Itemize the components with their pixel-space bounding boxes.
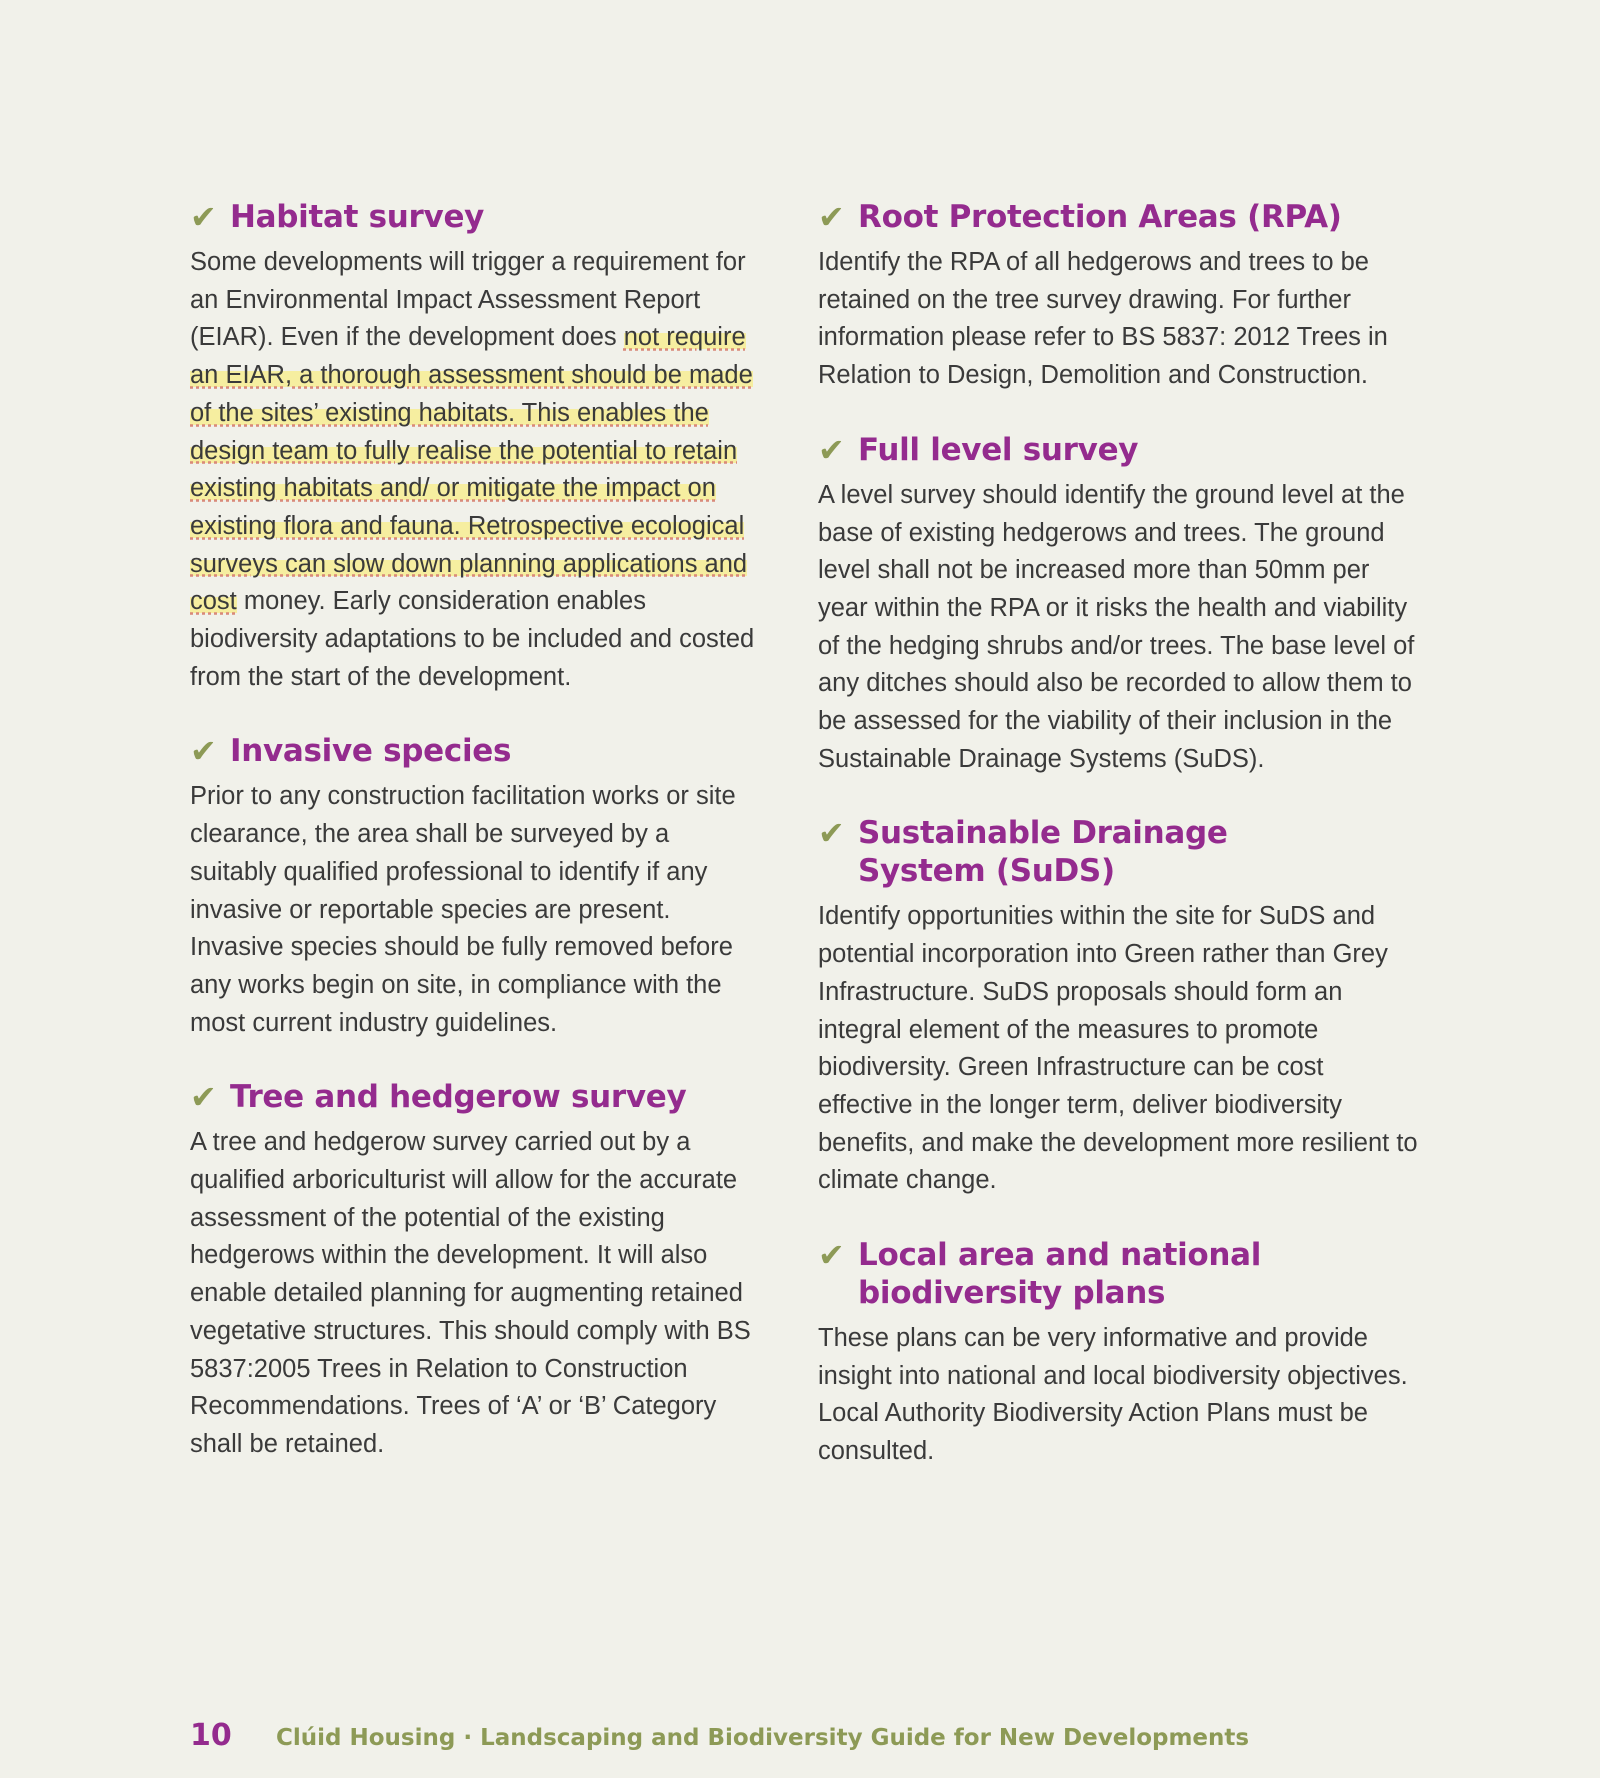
- section-root-protection-areas: [818, 198, 1418, 395]
- check-mark-icon: ✔: [818, 1236, 845, 1275]
- section-tree-hedgerow-survey: [190, 1078, 760, 1463]
- section-body: Identify opportunities within the site for SuDS and potential incorporation into Green rather than Grey Infrastructure. SuDS proposals should form an integral element of the measures to promote biodiversity. Green Infrastructure can be cost effective in the longer term, deliver biodiversity benefits, and make the development more resilient to climate change.: [818, 902, 1418, 1195]
- section-habitat-survey: [190, 198, 760, 696]
- right-column: [818, 198, 1418, 1507]
- check-mark-icon: ✔: [818, 430, 845, 469]
- body-text-segment: money. Early consideration enables biodiversity adaptations to be included and costed from the start of the development.: [190, 587, 755, 691]
- highlighted-text: not require an EIAR, a thorough assessment should be made of the sites’ existing habitats. This enables the design team to fully realise the potential to retain existing habitats and/ or mitigate the impact on existing flora and fauna. Retrospective ecological surveys can slow down planning applications and cost: [190, 323, 753, 616]
- section-body: Identify the RPA of all hedgerows and trees to be retained on the tree survey drawing. For further information please refer to BS 5837: 2012 Trees in Relation to Design, Demolition and Construction.: [818, 248, 1388, 390]
- section-title: Root Protection Areas (RPA): [858, 199, 1342, 235]
- section-body: A level survey should identify the ground level at the base of existing hedgerows and trees. The ground level shall not be increased more than 50mm per year within the RPA or it risks the health and viability of the hedging shrubs and/or trees. The base level of any ditches should also be recorded to allow them to be assessed for the viability of their inclusion in the Sustainable Drainage Systems (SuDS).: [818, 480, 1415, 773]
- section-sustainable-drainage: [818, 814, 1418, 1200]
- section-title: Tree and hedgerow survey: [230, 1079, 687, 1116]
- footer-title: Clúid Housing · Landscaping and Biodiversity Guide for New Developments: [276, 1725, 1250, 1751]
- section-invasive-species: [190, 732, 760, 1042]
- check-mark-icon: ✔: [190, 732, 217, 771]
- body-text-segment: Some developments will trigger a requirement for an Environmental Impact Assessment Report (EIAR). Even if the development does: [190, 248, 746, 352]
- section-heading: [190, 1078, 760, 1116]
- check-mark-icon: ✔: [190, 198, 217, 236]
- section-title: Full level survey: [858, 431, 1139, 468]
- section-biodiversity-plans: [818, 1236, 1418, 1471]
- section-title: Sustainable Drainage System (SuDS): [858, 815, 1228, 890]
- check-mark-icon: ✔: [190, 1078, 217, 1117]
- section-title: Local area and national biodiversity plans: [858, 1237, 1262, 1312]
- section-body: These plans can be very informative and provide insight into national and local biodiversity objectives. Local Authority Biodiversity Action Plans must be consulted.: [818, 1324, 1408, 1466]
- check-mark-icon: ✔: [818, 198, 845, 236]
- section-title: Habitat survey: [230, 199, 485, 235]
- section-heading: [818, 814, 1418, 890]
- section-heading: [818, 198, 1418, 236]
- check-mark-icon: ✔: [818, 814, 845, 853]
- section-heading: [190, 198, 760, 236]
- section-body: [190, 244, 760, 696]
- section-full-level-survey: [818, 431, 1418, 779]
- page-number: 10: [190, 1718, 232, 1753]
- section-body: Prior to any construction facilitation works or site clearance, the area shall be surveyed by a suitably qualified professional to identify if any invasive or reportable species are present. Invasive species should be fully removed before any works begin on site, in compliance with the most current industry guidelines.: [190, 782, 736, 1037]
- section-heading: [818, 1236, 1418, 1312]
- section-title: Invasive species: [230, 733, 512, 770]
- section-body: A tree and hedgerow survey carried out by a qualified arboriculturist will allow for the accurate assessment of the potential of the existing hedgerows within the development. It will also enable detailed planning for augmenting retained vegetative structures. This should comply with BS 5837:2005 Trees in Relation to Construction Recommendations. Trees of ‘A’ or ‘B’ Category shall be retained.: [190, 1128, 751, 1458]
- section-heading: [818, 431, 1418, 469]
- section-heading: [190, 732, 760, 770]
- page-footer: [190, 1718, 1249, 1753]
- left-column: [190, 198, 760, 1500]
